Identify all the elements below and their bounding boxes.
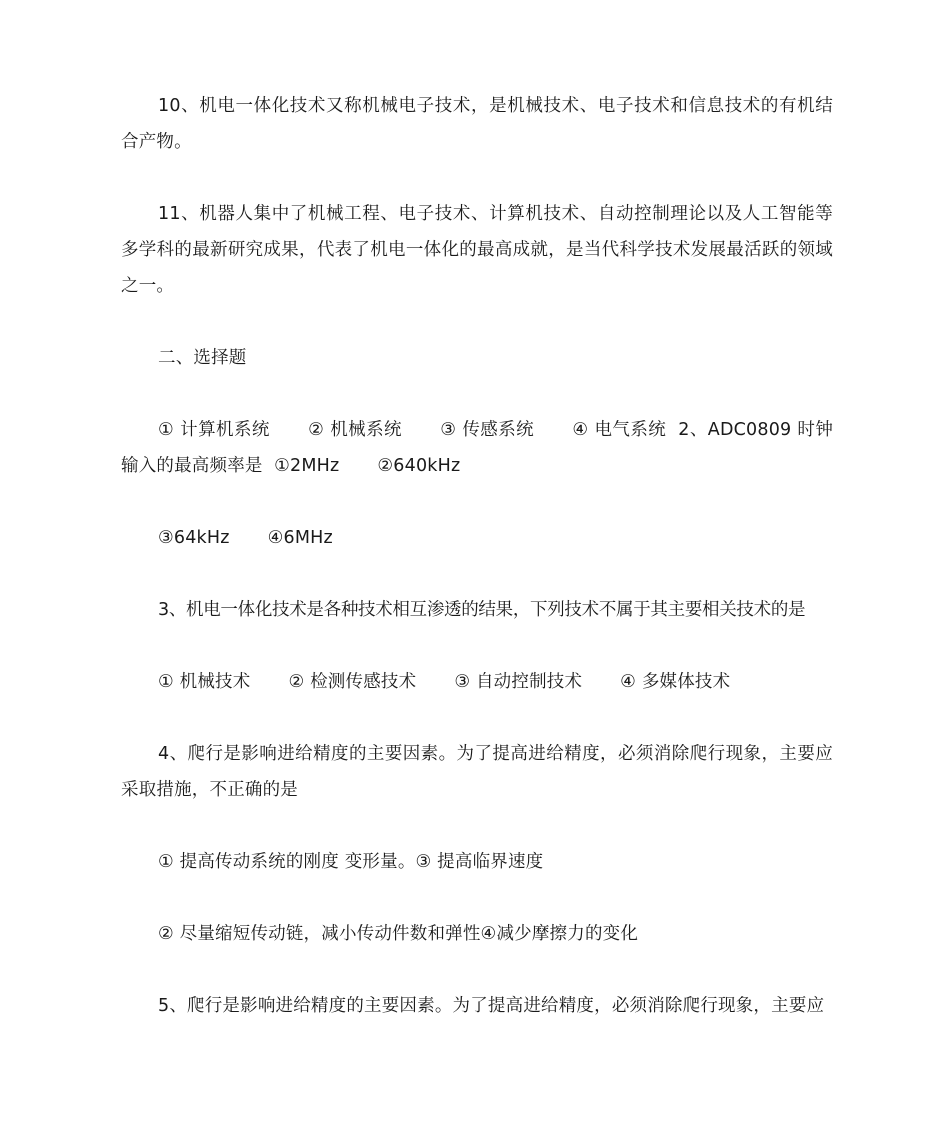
question-5-text: 5、爬行是影响进给精度的主要因素。为了提高进给精度，必须消除爬行现象，主要应 <box>158 996 825 1016</box>
q3-option-2: ② 检测传感技术 <box>288 672 417 692</box>
question-3-text: 3、机电一体化技术是各种技术相互渗透的结果，下列技术不属于其主要相关技术的是 <box>158 600 806 620</box>
q2-option-2: ②640kHz <box>377 456 461 476</box>
question-4-option-line-1: ① 提高传动系统的刚度 变形量。③ 提高临界速度 <box>158 852 544 872</box>
q2-option-1: ①2MHz <box>274 456 340 476</box>
section-heading-choice: 二、选择题 <box>158 348 247 368</box>
document-page <box>121 88 833 1024</box>
q2-option-3: ③64kHz <box>158 528 230 548</box>
question-2-options-line <box>121 520 833 556</box>
question-4-option-line-2: ② 尽量缩短传动链，减小传动件数和弹性④减少摩擦力的变化 <box>158 924 639 944</box>
q1-option-2: ② 机械系统 <box>307 420 402 440</box>
paragraph-11: 11、机器人集中了机械工程、电子技术、计算机技术、自动控制理论以及人工智能等多学科的最新研究成果，代表了机电一体化的最高成就，是当代科学技术发展最活跃的领域之一。 <box>121 204 833 296</box>
paragraph-10: 10、机电一体化技术又称机械电子技术，是机械技术、电子技术和信息技术的有机结合产物。 <box>121 96 833 152</box>
q3-option-3: ③ 自动控制技术 <box>454 672 583 692</box>
question-4-text: 4、爬行是影响进给精度的主要因素。为了提高进给精度，必须消除爬行现象，主要应采取措施，不正确的是 <box>121 744 833 800</box>
q2-option-4: ④6MHz <box>267 528 333 548</box>
q1-option-3: ③ 传感系统 <box>439 420 535 440</box>
q3-option-4: ④ 多媒体技术 <box>620 672 731 692</box>
question-3-options <box>121 664 833 700</box>
question-2-text: 2、ADC0809 时钟输入的最高频率是 <box>121 420 834 476</box>
q1-option-1: ① 计算机系统 <box>158 420 270 440</box>
question-1-2-block <box>121 412 833 484</box>
q3-option-1: ① 机械技术 <box>158 672 251 692</box>
q1-option-4: ④ 电气系统 <box>572 420 667 440</box>
